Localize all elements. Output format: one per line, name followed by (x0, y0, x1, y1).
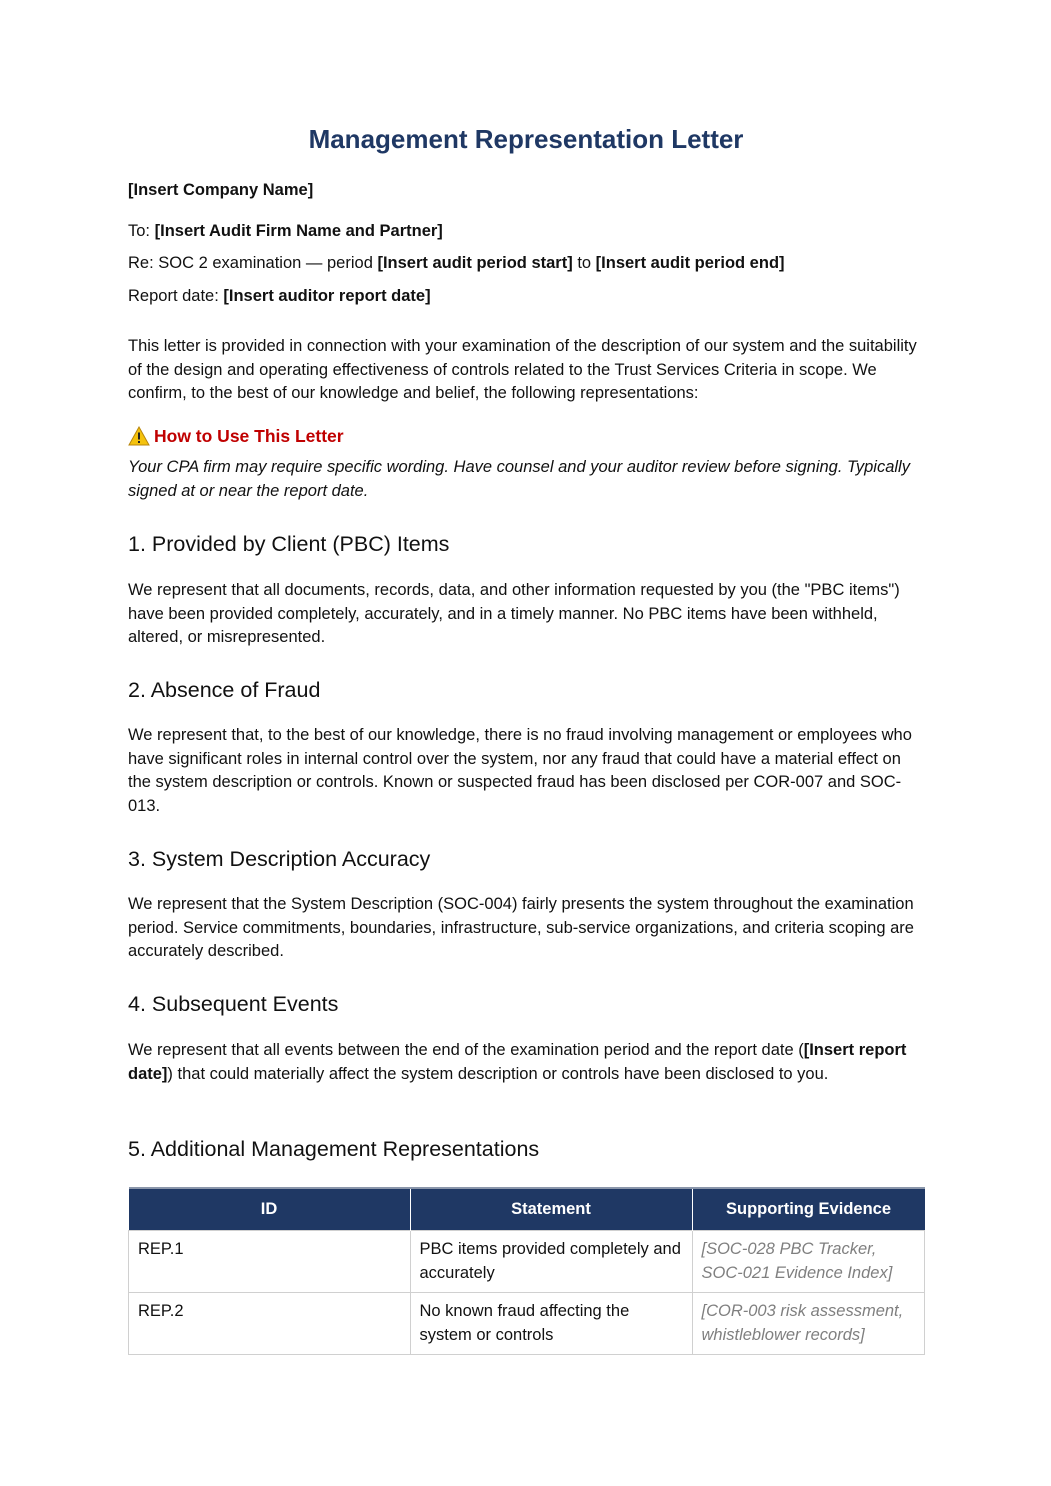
re-label: Re: SOC 2 examination — period (128, 254, 378, 272)
table-row (129, 1293, 925, 1355)
table-header-row (129, 1188, 925, 1231)
re-mid: to (572, 254, 596, 272)
warning-text: Your CPA firm may require specific wording. Have counsel and your auditor review before signing. Typically signed at or near the report date. (128, 458, 910, 500)
section-2-heading: 2. Absence of Fraud (128, 678, 321, 702)
section-4-body-pre: We represent that all events between the end of the examination period and the report date ( (128, 1041, 804, 1059)
header-statement: Statement (410, 1188, 692, 1231)
section-1-heading: 1. Provided by Client (PBC) Items (128, 532, 450, 556)
warning-icon (128, 426, 150, 446)
section-4-report-date: [Insert report date] (128, 1041, 907, 1083)
section-3-body: We represent that the System Description (SOC-004) fairly presents the system throughout the examination period. Service commitments, boundaries, infrastructure, sub-service organizations, and criteria scoping are accurately described. (128, 895, 914, 961)
to-value: [Insert Audit Firm Name and Partner] (154, 222, 443, 240)
page-title: Management Representation Letter (308, 124, 744, 154)
to-line (128, 220, 443, 242)
row-evidence: [SOC-028 PBC Tracker, SOC-021 Evidence Index] (692, 1231, 925, 1293)
row-evidence: [COR-003 risk assessment, whistleblower records] (692, 1293, 925, 1355)
section-4-heading: 4. Subsequent Events (128, 992, 339, 1016)
header-id: ID (129, 1188, 411, 1231)
company-name: [Insert Company Name] (128, 181, 314, 199)
period-end: [Insert audit period end] (595, 254, 785, 272)
report-date-label: Report date: (128, 287, 224, 305)
period-start: [Insert audit period start] (377, 254, 573, 272)
warning-heading-text: How to Use This Letter (154, 426, 344, 446)
row-id: REP.1 (129, 1231, 411, 1293)
report-date-line (128, 285, 431, 307)
intro-paragraph: This letter is provided in connection with your examination of the description of our system and the suitability of the design and operating effectiveness of controls related to the Trust Services Criteria in scope. We confirm, to the best of our knowledge and belief, the following representations: (128, 337, 917, 403)
section-4-body (128, 1039, 924, 1086)
section-1-body: We represent that all documents, records, data, and other information requested by you (the "PBC items") have been provided completely, accurately, and in a timely manner. No PBC items have been withheld, altered, or misrepresented. (128, 581, 900, 647)
section-3-heading: 3. System Description Accuracy (128, 847, 431, 871)
representations-table (128, 1187, 925, 1355)
row-statement: PBC items provided completely and accurately (410, 1231, 692, 1293)
re-line (128, 252, 785, 274)
header-evidence: Supporting Evidence (692, 1188, 925, 1231)
section-5-heading: 5. Additional Management Representations (128, 1137, 540, 1161)
table-row (129, 1231, 925, 1293)
row-statement: No known fraud affecting the system or controls (410, 1293, 692, 1355)
row-id: REP.2 (129, 1293, 411, 1355)
warning-heading (128, 424, 344, 448)
section-4-body-post: ) that could materially affect the system description or controls have been disclosed to you. (167, 1064, 829, 1083)
section-2-body: We represent that, to the best of our knowledge, there is no fraud involving management or employees who have significant roles in internal control over the system, nor any fraud that could have a material effect on the system description or controls. Known or suspected fraud has been disclosed per COR-007 and SOC-013. (128, 726, 912, 815)
to-label: To: (128, 222, 155, 240)
report-date-value: [Insert auditor report date] (223, 287, 431, 305)
